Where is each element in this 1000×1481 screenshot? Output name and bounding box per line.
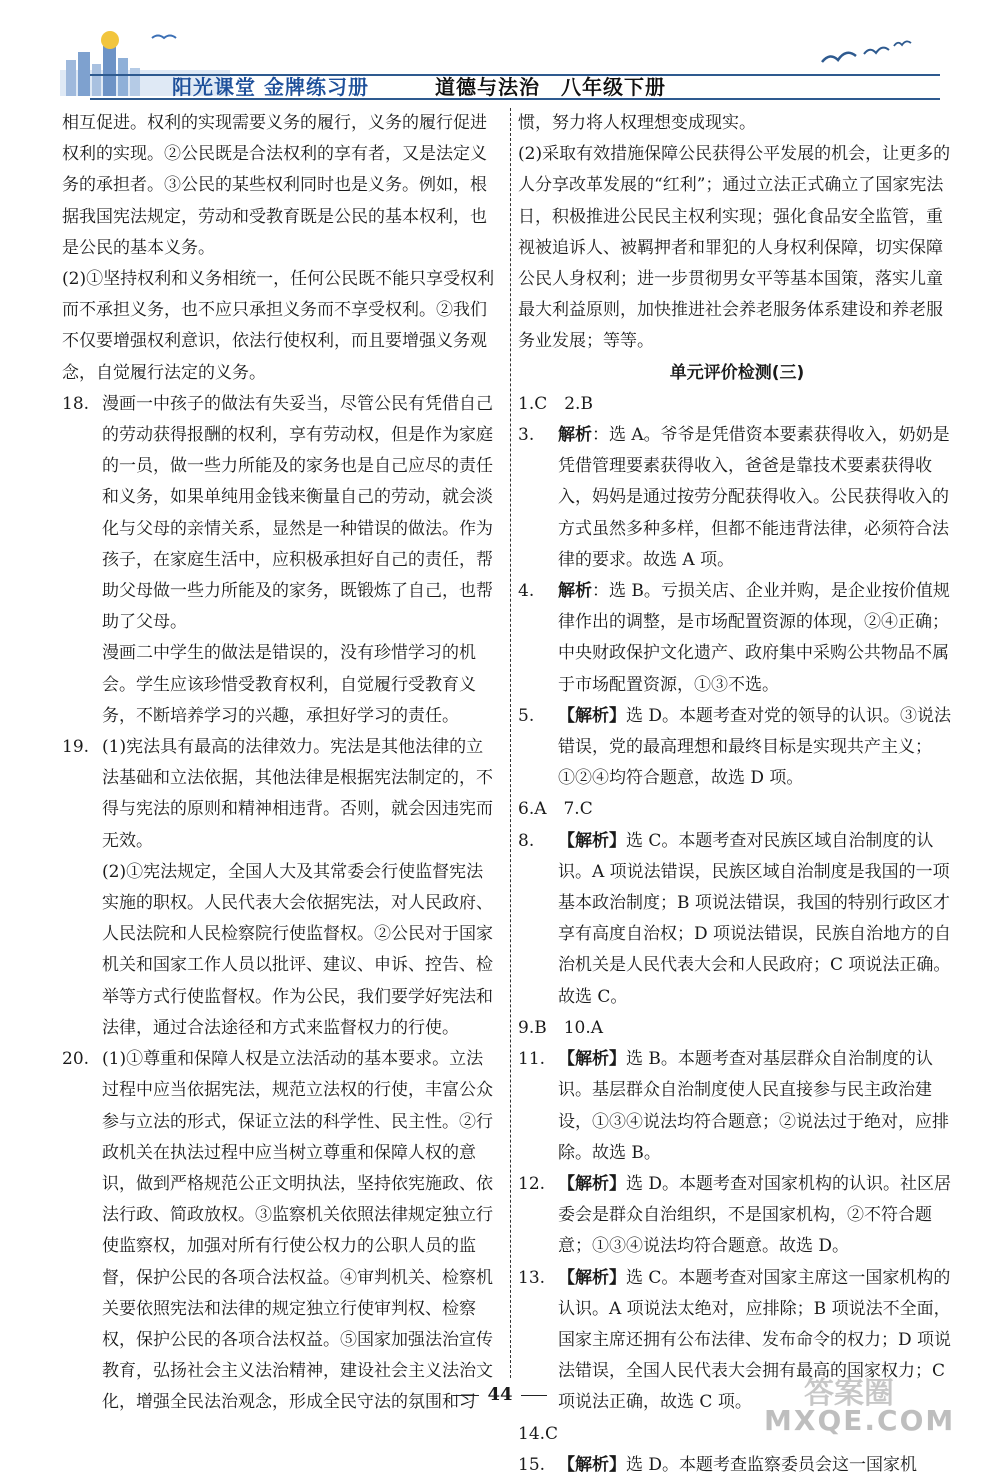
answer-item [518,576,956,701]
item-text: (2)①宪法规定，全国人大及其常委会行使监督宪法实施的职权。人民代表大会依据宪法，对人民政府、人民法院和人民检察院行使监督权。②公民对于国家机关和国家工作人员以批评、建议、申诉、控告、检举等方式行使监督权。作为公民，我们要学好宪法和法律，通过合法途径和方式来监督权力的行使。 [102,861,493,1038]
item-text: 选 B。本题考查对基层群众自治制度的认识。基层群众自治制度使人民直接参与民主政治建设，①③④说法均符合题意；②说法过于绝对，应排除。故选 B。 [558,1049,949,1163]
item-text: 选 C。本题考查对国家主席这一国家机构的认识。A 项说法太绝对，应排除；B 项说法不全面，国家主席还拥有公布法律、发布命令的权力；D 项说法错误，全国人民代表大会拥有最高的国家权力；C 项说法正确，故选 C 项。 [558,1267,952,1413]
question-item [62,1044,500,1418]
page-number-text: 44 [487,1384,513,1405]
answer-item [518,701,956,795]
page-header [60,30,940,98]
colon: ： [592,425,609,446]
item-text: 选 C。本题考查对民族区域自治制度的认识。A 项说法错误，民族区域自治制度是我国的一项基本政治制度；B 项说法错误，我国的特别行政区才享有高度自治权；D 项说法错误，民族自治地方的自治机关是人民代表大会和人民政府；C 项说法正确。故选 C。 [558,830,952,1007]
analysis-label: 【解析】 [558,1454,626,1475]
item-number: 13. [518,1267,546,1288]
question-item [62,857,500,1044]
watermark-bottom-text: MXQE.COM [764,1404,956,1437]
left-column [62,108,500,1419]
item-text: (1)①尊重和保障人权是立法活动的基本要求。立法过程中应当依据宪法，规范立法权的行使，丰富公众参与立法的形式，保证立法的科学性、民主性。②行政机关在执法过程中应当树立尊重和保障人权的意识，做到严格规范公正文明执法，坚持依宪施政、依法行政、简政放权。③监察机关依照法律规定独立行使监察权，加强对所有行使公权力的公职人员的监督，保护公民的各项合法权益。④审判机关、检察机关要依照宪法和法律的规定独立行使审判权、检察权，保护公民的各项合法权益。⑤国家加强法治宣传教育，弘扬社会主义法治精神，建设社会主义法治文化，增强全民法治观念，形成全民守法的氛围和习 [102,1049,493,1413]
watermark-top-text: 答案圈 [804,1376,894,1411]
item-number: 8. [518,830,535,851]
analysis-label: 解析 [558,425,592,446]
item-text: 漫画二中学生的做法是错误的，没有珍惜学习的机会。学生应该珍惜受教育权利，自觉履行受教育义务，不断培养学习的兴趣，承担好学习的责任。 [102,643,476,726]
column-divider [510,108,511,1378]
item-number: 12. [518,1173,546,1194]
watermark-logo [764,1368,974,1438]
analysis-label: 【解析】 [558,1173,626,1194]
answer-item [518,1044,956,1169]
analysis-label: 【解析】 [558,705,626,726]
paragraph: (2)①坚持权利和义务相统一，任何公民既不能只享受权利而不承担义务，也不应只承担义务而不享受权利。②我们不仅要增强权利意识，依法行使权利，而且要增强义务观念，自觉履行法定的义务。 [62,269,495,383]
answer-item [518,1169,956,1263]
question-item [62,732,500,857]
item-number: 3. [518,425,535,446]
answer-item [518,1450,956,1481]
answer-item [518,420,956,576]
subject-title: 道德与法治 八年级下册 [435,75,666,99]
item-text: 选 A。爷爷是凭借资本要素获得收入，奶奶是凭借管理要素获得收入，爸爸是靠技术要素获得收入，妈妈是通过按劳分配获得收入。公民获得收入的方式虽然多种多样，但都不能违背法律，必须符合法律的要求。故选 A 项。 [558,425,950,570]
paragraph: (2)采取有效措施保障公民获得公平发展的机会，让更多的人分享改革发展的“红利”；通过立法正式确立了国家宪法日，积极推进公民民主权利实现；强化食品安全监管，重视被追诉人、被羁押者和罪犯的人身权利保障，切实保障公民人身权利；进一步贯彻男女平等基本国策，落实儿童最大利益原则，加快推进社会养老服务体系建设和养老服务业发展；等等。 [518,144,951,352]
question-item [62,389,500,639]
item-text: 漫画一中孩子的做法有失妥当，尽管公民有凭借自己的劳动获得报酬的权利，享有劳动权，但是作为家庭的一员，做一些力所能及的家务也是自己应尽的责任和义务，如果单纯用金钱来衡量自己的劳动，就会淡化与父母的亲情关系，显然是一种错误的做法。作为孩子，在家庭生活中，应积极承担好自己的责任，帮助父母做一些力所能及的家务，既锻炼了自己，也帮助了父母。 [102,393,493,633]
item-text: (1)宪法具有最高的法律效力。宪法是其他法律的立法基础和立法依据，其他法律是根据宪法制定的，不得与宪法的原则和精神相违背。否则，就会因违宪而无效。 [102,737,493,851]
item-number: 19. [62,737,90,758]
answer-line: 14.C [518,1423,559,1444]
item-number: 11. [518,1049,546,1070]
item-text: 选 D。本题考查监察委员会这一国家机 [626,1454,918,1475]
brand-title: 阳光课堂 金牌练习册 [172,75,369,99]
item-number: 18. [62,393,90,414]
analysis-label: 【解析】 [558,830,626,851]
item-text: 选 B。亏损关店、企业并购，是企业按价值规律作出的调整，是市场配置资源的体现，②④正确；中央财政保护文化遗产、政府集中采购公共物品不属于市场配置资源，①③不选。 [558,581,950,695]
item-number: 20. [62,1049,90,1070]
seagulls-icon [812,34,922,74]
analysis-label: 解析 [558,581,592,602]
item-number: 5. [518,705,535,726]
analysis-label: 【解析】 [558,1049,626,1070]
analysis-label: 【解析】 [558,1267,626,1288]
right-column [518,108,956,1481]
question-item [62,638,500,732]
item-text: 选 D。本题考查对国家机构的认识。社区居委会是群众自治组织，不是国家机构，②不符合题意；①③④说法均符合题意。故选 D。 [558,1173,952,1257]
item-number: 15. [518,1454,546,1475]
section-title: 单元评价检测(三) [669,362,805,383]
answer-line: 6.A 7.C [518,799,593,820]
colon: ： [592,581,609,602]
answer-item [518,826,956,1013]
answer-line: 1.C 2.B [518,393,593,414]
item-text: 选 D。本题考查对党的领导的认识。③说法错误，党的最高理想和最终目标是实现共产主义；①②④均符合题意，故选 D 项。 [558,705,952,789]
answer-line: 9.B 10.A [518,1017,604,1038]
paragraph: 相互促进。权利的实现需要义务的履行，义务的履行促进权利的实现。②公民既是合法权利的享有者，又是法定义务的承担者。③公民的某些权利同时也是义务。例如，根据我国宪法规定，劳动和受教育既是公民的基本权利，也是公民的基本义务。 [62,113,487,258]
paragraph: 惯，努力将人权理想变成现实。 [518,113,756,133]
item-number: 4. [518,581,535,602]
